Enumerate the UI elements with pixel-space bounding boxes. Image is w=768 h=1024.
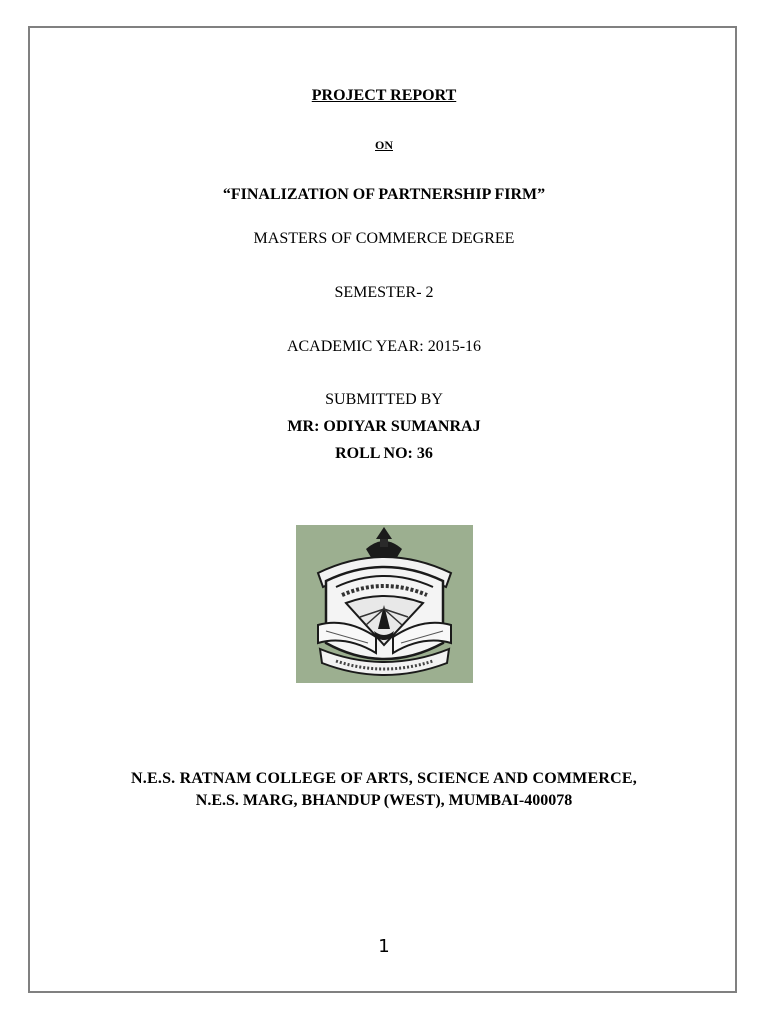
page-border xyxy=(28,26,737,993)
submitted-by-label: SUBMITTED BY xyxy=(325,391,443,408)
page-number: 1 xyxy=(378,936,390,957)
semester-line: SEMESTER- 2 xyxy=(334,284,434,301)
college-name: N.E.S. RATNAM COLLEGE OF ARTS, SCIENCE AND COMMERCE, xyxy=(131,770,637,787)
degree-line: MASTERS OF COMMERCE DEGREE xyxy=(253,230,515,247)
student-name: MR: ODIYAR SUMANRAJ xyxy=(287,418,481,435)
roll-number: ROLL NO: 36 xyxy=(335,445,433,462)
report-title: PROJECT REPORT xyxy=(311,87,457,104)
project-topic: “FINALIZATION OF PARTNERSHIP FIRM” xyxy=(222,186,546,203)
on-label: ON xyxy=(375,138,393,152)
academic-year-line: ACADEMIC YEAR: 2015-16 xyxy=(286,338,482,355)
college-address: N.E.S. MARG, BHANDUP (WEST), MUMBAI-400078 xyxy=(195,792,573,809)
college-crest-icon xyxy=(296,525,473,683)
